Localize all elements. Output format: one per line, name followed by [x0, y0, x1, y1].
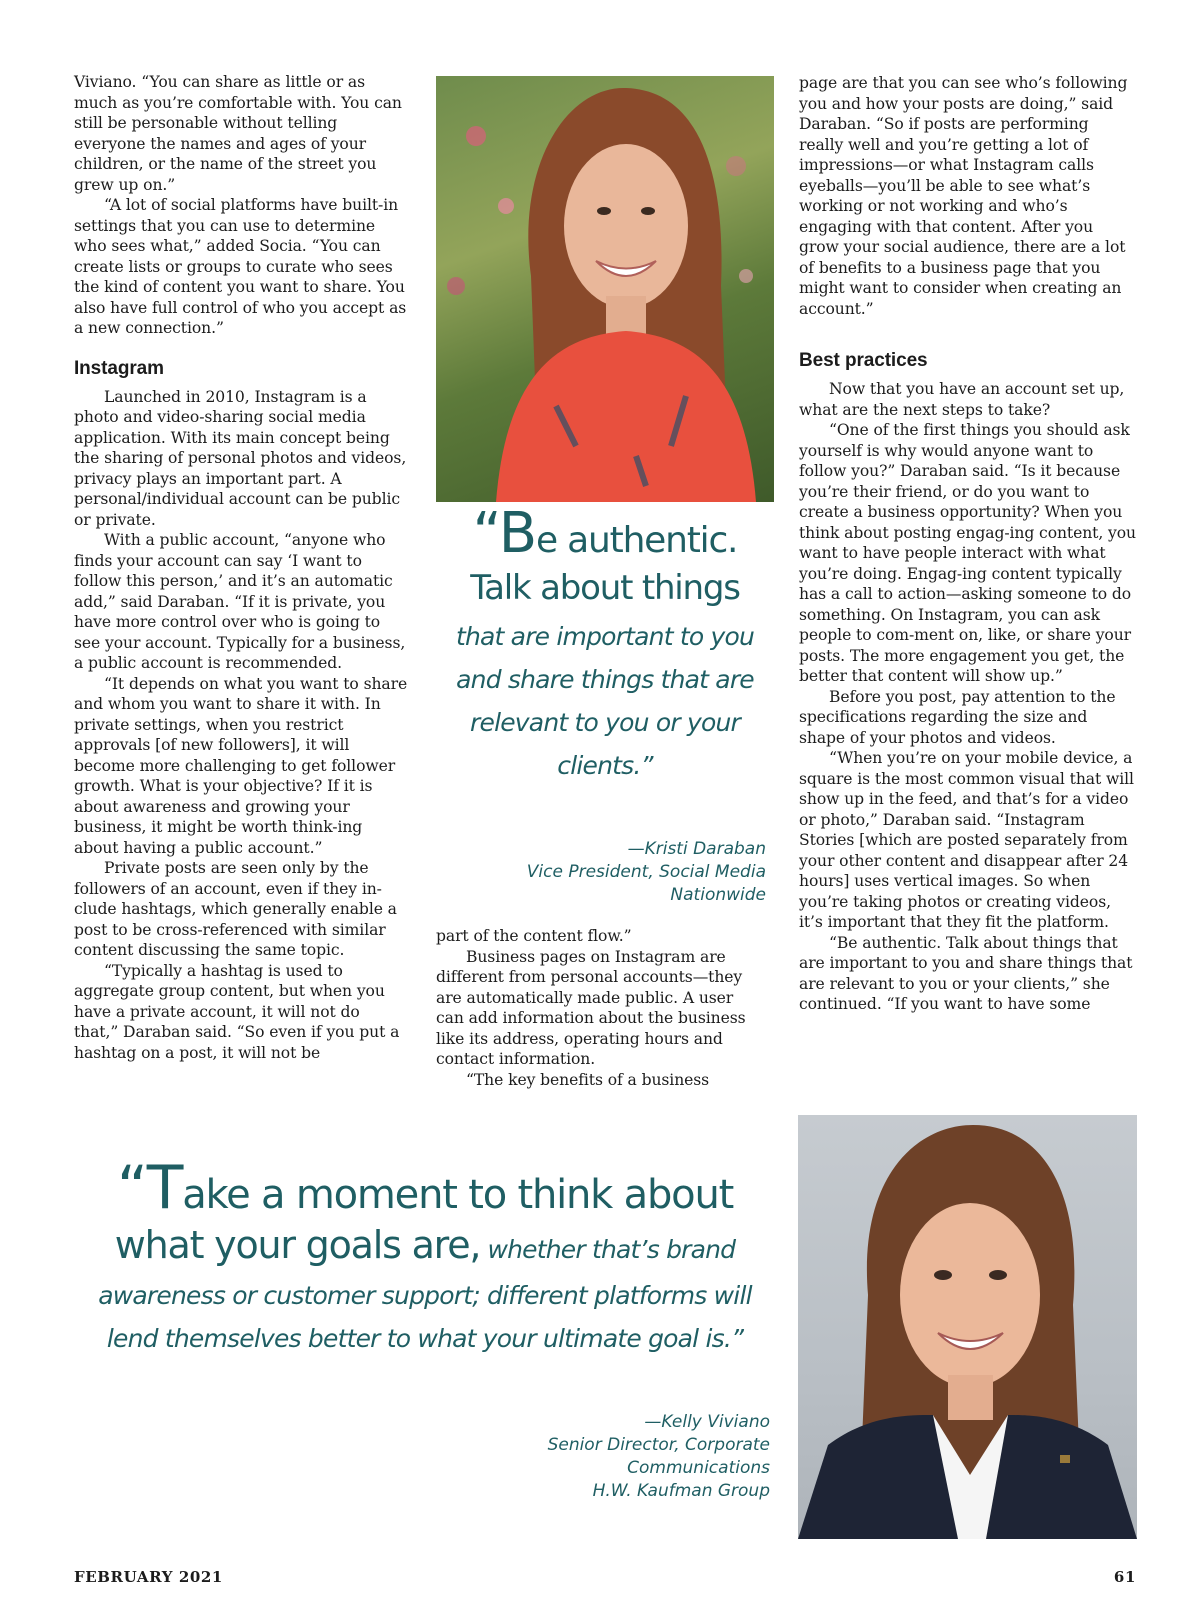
portrait-photo-daraban — [436, 76, 774, 502]
article-column-3 — [799, 73, 1137, 1015]
attribution-title: Vice President, Social Media — [526, 862, 766, 882]
pull-quote-daraban — [436, 501, 774, 787]
article-column-2 — [436, 926, 762, 1090]
quote-attribution-viviano — [400, 1411, 770, 1503]
paragraph: page are that you can see who’s following you and how your posts are doing,” said Daraban. “So if posts are performing really well and you’re getting a lot of impressions—or what Instagram calls eyeballs—you’ll be able to see what’s working or not working and who’s engaging with that content. After you grow your social audience, there are a lot of benefits to a business page that you might want to consider when creating an account.” — [799, 74, 1128, 318]
footer-page-number: 61 — [1113, 1568, 1136, 1586]
pull-quote-line-1 — [80, 1153, 770, 1223]
paragraph: “Typically a hashtag is used to aggregate group content, but when you have a private account, it will not do that,” Daraban said. “So even if you put a hashtag on a post, it will not be — [74, 961, 400, 1062]
pull-quote-line-2 — [80, 1221, 770, 1274]
paragraph: “A lot of social platforms have built-in settings that you can use to determine who sees what,” added Socia. “You can create lists or groups to curate who sees the kind of content you want to share. You also have full control of who you accept as a new connection.” — [74, 196, 407, 337]
attribution-organization: H.W. Kaufman Group — [592, 1481, 770, 1501]
section-heading-instagram: Instagram — [74, 357, 164, 379]
paragraph: Now that you have an account set up, what are the next steps to take? — [799, 380, 1125, 419]
paragraph: Private posts are seen only by the followers of an account, even if they in-clude hashtags, which generally enable a post to be cross-referenced with similar content discussing the same topic. — [74, 859, 397, 959]
paragraph: part of the content flow.” — [436, 927, 632, 945]
paragraph: Business pages on Instagram are different from personal accounts—they are automatically made public. A user can add information about the business like its address, operating hours and contact information. — [436, 947, 746, 1068]
pull-quote-drop-cap: “B — [472, 501, 536, 566]
portrait-illustration — [798, 1115, 1137, 1539]
attribution-organization: Nationwide — [670, 885, 766, 905]
attribution-title: Senior Director, Corporate Communications — [547, 1435, 770, 1478]
portrait-photo-viviano — [798, 1115, 1137, 1539]
paragraph: Launched in 2010, Instagram is a photo and video-sharing social media application. With its main concept being the sharing of personal photos and videos, privacy plays an important part. A personal/individual account can be public or private. — [74, 387, 407, 529]
paragraph: “It depends on what you want to share and whom you want to share it with. In private settings, when you restrict approvals [of new followers], it will become more challenging to get follower growth. What is your objective? If it is about awareness and growing your business, it might be worth think-ing about having a public account.” — [74, 674, 408, 857]
paragraph: “Be authentic. Talk about things that are important to you and share things that are relevant to you or your clients,” she continued. “If you want to have some — [799, 933, 1133, 1013]
pull-quote-line-1-text: ake a moment to think about — [182, 1172, 734, 1218]
quote-attribution-daraban — [436, 838, 766, 907]
paragraph: Viviano. “You can share as little or as much as you’re comfortable with. You can still be personable without telling everyone the names and ages of your children, or the name of the street you grew up on.” — [74, 73, 402, 194]
pull-quote-body: awareness or customer support; different platforms will lend themselves better to what your ultimate goal is.” — [98, 1281, 752, 1353]
pull-quote-lead — [436, 501, 774, 566]
paragraph: “One of the first things you should ask yourself is why would anyone want to follow you?” Daraban said. “Is it because you’re their friend, or do you want to create a business opportunity? When you think about posting engag-ing content, you want to have people interact with what you’re doing. Engag-ing content typically has a call to action—asking someone to do something. On Instagram, you can ask people to com-ment on, like, or share your posts. The more engagement you get, the better that content will show up.” — [799, 421, 1136, 685]
paragraph: “The key benefits of a business — [466, 1070, 710, 1089]
footer-issue-date: FEBRUARY 2021 — [74, 1568, 223, 1586]
paragraph: Before you post, pay attention to the specifications regarding the size and shape of your photos and videos. — [799, 687, 1116, 747]
pull-quote-drop-cap: “T — [116, 1153, 183, 1223]
pull-quote-viviano — [80, 1153, 770, 1360]
pull-quote-line-2-small: whether that’s brand — [480, 1235, 736, 1264]
paragraph: “When you’re on your mobile device, a square is the most common visual that will show up in the feed, and that’s for a video or photo,” Daraban said. “Instagram Stories [which are posted separately from your other content and disappear after 24 hours] uses vertical images. So when you’re taking photos or creating videos, it’s important that they fit the platform. — [799, 749, 1134, 931]
paragraph: With a public account, “anyone who finds your account can say ‘I want to follow this person,’ and it’s an automatic add,” said Daraban. “If it is private, you have more control over who is going to see your account. Typically for a business, a public account is recommended. — [74, 531, 406, 672]
pull-quote-lead-text: e authentic. — [535, 520, 738, 561]
section-heading-best-practices: Best practices — [799, 350, 928, 371]
portrait-illustration — [436, 76, 774, 502]
article-column-1 — [74, 72, 408, 1063]
pull-quote-line-2-big: what your goals are, — [114, 1223, 481, 1267]
pull-quote-body: that are important to you and share things that are relevant to you or your clients.” — [455, 622, 755, 780]
attribution-name: —Kelly Viviano — [644, 1412, 770, 1432]
pull-quote-line-2: Talk about things — [470, 568, 740, 608]
attribution-name: —Kristi Daraban — [627, 839, 766, 859]
